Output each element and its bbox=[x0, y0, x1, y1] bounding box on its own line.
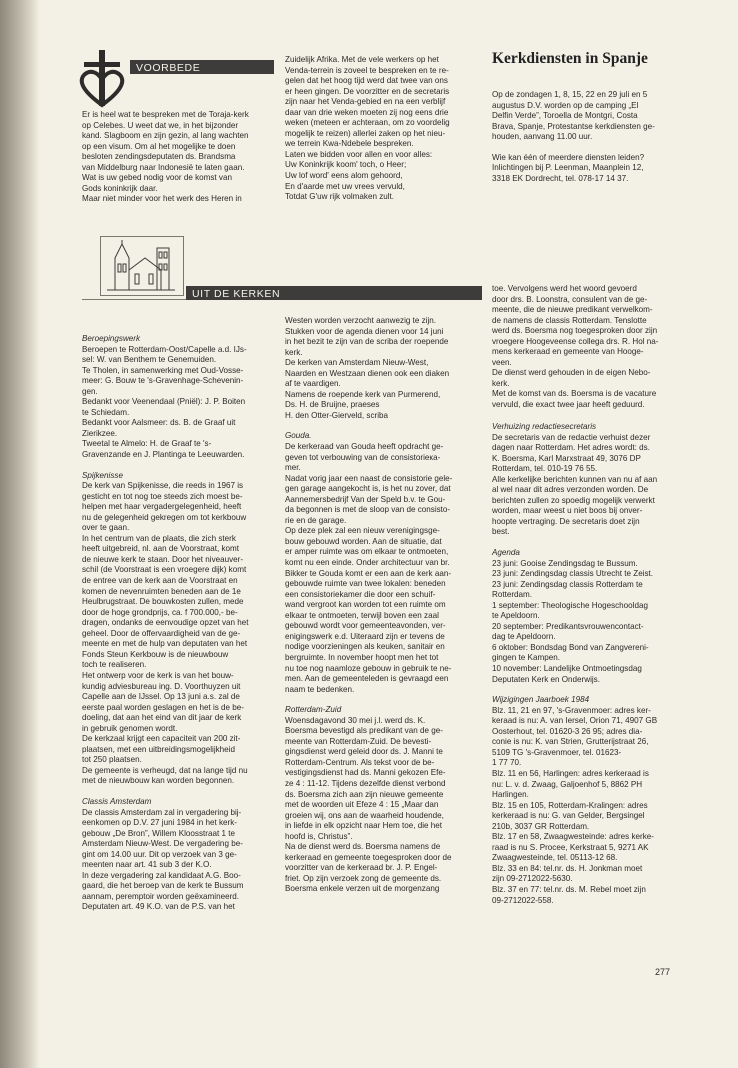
section-heading: Beroepingswerk bbox=[82, 334, 141, 343]
text-line: gaard, die het beroep van de kerk te Bussum bbox=[82, 881, 244, 891]
text-line: enigingswerk e.d. Uiteraard zijn er tevens de bbox=[285, 631, 445, 641]
text-line: zijn naar het Venda-gebied en na een verblijf bbox=[285, 97, 446, 107]
text-line: best. bbox=[492, 527, 510, 537]
text-line: mogelijk te reizen) allerlei zaken op het nieu- bbox=[285, 128, 446, 138]
uit-de-kerken-column-3-continuation bbox=[492, 284, 688, 411]
text-line: meente van Rotterdam-Zuid. De bevesti- bbox=[285, 736, 432, 746]
text-line: In het centrum van de plaats, die zich sterk bbox=[82, 533, 236, 543]
text-line: komt nu een einde. Onder architectuur van br. bbox=[285, 558, 450, 568]
text-line: helpen met haar vergadergelegenheid, heeft bbox=[82, 502, 242, 512]
text-line: De kerken van Amsterdam Nieuw-West, bbox=[285, 358, 429, 368]
text-line: Alle kerkelijke berichten kunnen van nu af aan bbox=[492, 474, 658, 484]
text-line: ds. Boersma zich aan zijn nieuwe gemeente bbox=[285, 789, 444, 799]
text-line: in gebruik genomen wordt. bbox=[82, 723, 178, 733]
text-line: Op de zondagen 1, 8, 15, 22 en 29 juli en 5 bbox=[492, 90, 648, 99]
text-line: besloten zendingsdeputaten ds. Brandsma bbox=[82, 152, 236, 162]
text-line: op een visum. Om al het mogelijke te doen bbox=[82, 141, 236, 151]
text-line: De classis Amsterdam zal in vergadering bij- bbox=[82, 807, 242, 817]
text-line: eerste paal worden geslagen en het is de be- bbox=[82, 702, 244, 712]
text-line: op Celebes. U weet dat we, in het bijzonder bbox=[82, 120, 239, 130]
text-line: Harlingen. bbox=[492, 790, 529, 800]
text-line: Maar niet minder voor het werk des Heren in bbox=[82, 194, 242, 204]
church-icon bbox=[105, 240, 177, 292]
text-line: gelen dat het hoog tijd werd dat twee van ons bbox=[285, 76, 448, 86]
text-line: nu de gelegenheid gekregen om tot kerkbouw bbox=[82, 512, 247, 522]
text-line: hoofd is, Christus”. bbox=[285, 831, 353, 841]
text-line: Wie kan één of meerdere diensten leiden? bbox=[492, 152, 645, 162]
text-line: Amsterdam Nieuw-West. De vergadering be- bbox=[82, 839, 243, 849]
text-line: K. Boersma, Karl Marxstraat 49, 3076 DP bbox=[492, 453, 641, 463]
text-line: eenkomen op D.V. 27 juni 1984 in het kerk- bbox=[82, 818, 237, 828]
text-line: Wat is uw gebed nodig voor de komst van bbox=[82, 173, 232, 183]
text-line: gingen te Kampen. bbox=[492, 653, 560, 663]
text-line: Deputaten Kerk en Onderwijs. bbox=[492, 674, 600, 684]
text-line: Inlichtingen bij P. Leenman, Maanplein 12, bbox=[492, 163, 644, 173]
voorbede-heading: VOORBEDE bbox=[136, 62, 201, 74]
text-line: kand. Slagboom en zijn gezin, al lang wachten bbox=[82, 131, 249, 141]
text-line: Bedankt voor Aalsmeer: ds. B. de Graaf uit bbox=[82, 418, 236, 428]
text-line: De secretaris van de redactie verhuist dezer bbox=[492, 432, 651, 442]
text-line: in liefde in elk opzicht naar Hem toe, die het bbox=[285, 821, 443, 831]
text-line: doeling, dat aan het eind van dit jaar de kerk bbox=[82, 713, 242, 723]
text-line: dag te Apeldoorn. bbox=[492, 632, 556, 642]
text-line: Blz. 17 en 58, Zwaagwesteinde: adres kerke- bbox=[492, 832, 654, 842]
text-line: Op deze plek zal een nieuw verenigingsge- bbox=[285, 526, 440, 536]
text-line: De dienst werd gehouden in de eigen Nebo- bbox=[492, 368, 651, 378]
text-line: geven tot verbouwing van de consistoriека- bbox=[285, 452, 441, 462]
text-line: Capelle aan de IJssel. Op 13 juni a.s. zal de bbox=[82, 692, 240, 702]
text-line: Totdat G'uw rijk volmaken zult. bbox=[285, 192, 395, 202]
text-line: de entree van de kerk aan de Voorstraat en bbox=[82, 576, 238, 586]
text-line: friet. Op zijn verzoek zong de gemeente ds. bbox=[285, 873, 442, 883]
text-line: met de nieuwbouw kan worden begonnen. bbox=[82, 776, 235, 786]
text-line: gesticht en tot nog toe steeds zich moest be- bbox=[82, 491, 243, 501]
text-line: Beroepen te Rotterdam-Oost/Capelle a.d. IJs- bbox=[82, 344, 247, 354]
text-line: De kerkzaal krijgt een capaciteit van 200 zit- bbox=[82, 734, 241, 744]
text-line: gebouw „De Bron”, Willem Kloosstraat 1 te bbox=[82, 828, 235, 838]
text-line: Gravenzande en J. Plantinga te Leeuwarden. bbox=[82, 450, 245, 460]
text-line: de nieuwe kerk te staan. Door het niveauver- bbox=[82, 554, 244, 564]
text-line: kundig adviesbureau ing. D. Voorthuyzen uit bbox=[82, 681, 241, 691]
text-line: toe. Vervolgens werd het woord gevoerd bbox=[492, 284, 637, 293]
section-heading: Spijkenisse bbox=[82, 470, 123, 480]
text-line: raad is nu S. Procee, Kerkstraat 5, 9271 AK bbox=[492, 842, 649, 852]
text-line: Brava, Spanje, Protestantse kerkdiensten ge- bbox=[492, 121, 655, 131]
text-line: weken (meteen er achteraan, om zo voordelig bbox=[285, 118, 450, 128]
section-heading: Classis Amsterdam bbox=[82, 796, 152, 806]
text-line: hoopte vertraging. De secretaris doet zijn bbox=[492, 516, 640, 526]
text-line: de namens de classis Rotterdam. Tenslotte bbox=[492, 315, 647, 325]
text-line: 20 september: Predikantsvrouwencontact- bbox=[492, 621, 644, 631]
text-line: dagen naar Rotterdam. Het adres wordt: ds. bbox=[492, 443, 650, 453]
text-line: berichten zullen zo spoedig mogelijk verwerkt bbox=[492, 495, 655, 505]
text-line: tot 250 plaatsen. bbox=[82, 755, 142, 765]
text-line: Zuidelijk Afrika. Met de vele werkers op het bbox=[285, 55, 439, 64]
text-line: sel: W. van Benthem te Genemuiden. bbox=[82, 355, 217, 365]
text-line: Stukken voor de agenda dienen voor 14 juni bbox=[285, 326, 444, 336]
text-line: augustus D.V. worden op de camping „El bbox=[492, 100, 639, 110]
text-line: ze 4 : 11-12. Tijdens dezelfde dienst verbond bbox=[285, 778, 446, 788]
text-line: mer. bbox=[285, 463, 301, 473]
text-line: Blz. 37 en 77: tel.nr. ds. M. Rebel moet zijn bbox=[492, 884, 646, 894]
text-line: Te Tholen, in samenwerking met Oud-Vosse- bbox=[82, 365, 244, 375]
text-line: Fonds Steun Kerkbouw is de nieuwbouw bbox=[82, 649, 229, 659]
text-line: De gemeente is verheugd, dat na lange tijd nu bbox=[82, 765, 248, 775]
text-line: kerk. bbox=[492, 378, 510, 388]
text-line: da begonnen is met de sloop van de consisto- bbox=[285, 505, 451, 515]
text-line: kerk. bbox=[285, 347, 303, 357]
text-line: vroegere Hoogeveense collega drs. R. Hol na- bbox=[492, 336, 659, 346]
text-line: Boersma enkele verzen uit de morgenzang bbox=[285, 884, 440, 894]
voorbede-banner bbox=[130, 60, 274, 74]
text-line: 09-2712022-558. bbox=[492, 895, 554, 905]
text-line: En d'aarde met uw vrees vervuld, bbox=[285, 181, 405, 191]
text-line: nodige voorzieningen als keuken, sanitair en bbox=[285, 642, 445, 652]
text-line: door de hoge grondprijs, ca. f 700.000,- be- bbox=[82, 607, 238, 617]
text-line: met de woorden uit Efeze 4 : 15 „Maar dan bbox=[285, 800, 439, 810]
text-line: al wel naar dit adres verzonden worden. De bbox=[492, 485, 649, 495]
cross-heart-icon bbox=[78, 50, 130, 108]
text-line: In deze vergadering zal kandidaat A.G. Boo- bbox=[82, 870, 241, 880]
text-line: naam te bedenken. bbox=[285, 684, 355, 694]
text-line: kerkeraad is nu: G. van Gelder, Bergsingel bbox=[492, 811, 645, 821]
text-line: Na de dienst werd ds. Boersma namens de bbox=[285, 842, 441, 852]
text-line: men. Aan de gemeenteleden is gevraagd een bbox=[285, 674, 449, 684]
text-line: meenten naar art. 41 sub 3 der K.O. bbox=[82, 860, 212, 870]
text-line: 10 november: Landelijke Ontmoetingsdag bbox=[492, 664, 642, 674]
text-line: Tweetal te Almelo: H. de Graaf te 's- bbox=[82, 439, 212, 449]
text-line: gint om 14.00 uur. Dit op verzoek van 3 ge- bbox=[82, 849, 237, 859]
text-line: af te vaardigen. bbox=[285, 379, 341, 389]
text-line: gen garage aangekocht is, is het nu zover, dat bbox=[285, 484, 451, 494]
text-line: Uw Koninkrijk koom' toch, o Heer; bbox=[285, 160, 407, 170]
text-line: kerkeraad en gemeente toegesproken door de bbox=[285, 852, 452, 862]
text-line: te Apeldoorn. bbox=[492, 611, 540, 621]
voorbede-column-2 bbox=[285, 55, 481, 203]
text-line: er amper ruimte was om elkaar te ontmoeten, bbox=[285, 547, 449, 557]
text-line: mens kerkeraad en gemeente van Hooge- bbox=[492, 347, 644, 357]
text-line: Ds. H. de Bruijne, praeses bbox=[285, 400, 380, 410]
text-line: Gods koninkrijk daar. bbox=[82, 183, 158, 193]
text-line: dragen, ondanks de eenvoudige opzet van het bbox=[82, 618, 249, 628]
uit-de-kerken-heading: UIT DE KERKEN bbox=[192, 288, 281, 300]
text-line: nu toe nog naamloze gebouw in gebruik te ne- bbox=[285, 663, 452, 673]
text-line: meer: G. Bouw te 's-Gravenhage-Schevenin- bbox=[82, 376, 244, 386]
text-line: werd ds. Boersma nog toegesproken door zijn bbox=[492, 326, 658, 336]
text-line: 6 oktober: Bondsdag Bond van Zangvereni- bbox=[492, 642, 649, 652]
text-line: Deputaten art. 49 K.O. van de P.S. van het bbox=[82, 902, 235, 912]
text-line: 1 september: Theologische Hogeschooldag bbox=[492, 600, 648, 610]
text-line: Nadat vorig jaar een naast de consistorie gele- bbox=[285, 473, 453, 483]
text-line: plaatsen, met een uitbreidingsmogelijkheid bbox=[82, 744, 235, 754]
text-line: gen. bbox=[82, 386, 98, 396]
text-line: Naarden en Westzaan dienen ook een diaken bbox=[285, 368, 450, 378]
text-line: 23 juni: Zendingsdag classis Rotterdam te bbox=[492, 579, 643, 589]
uit-de-kerken-column-2 bbox=[285, 316, 481, 895]
uit-de-kerken-banner bbox=[186, 286, 482, 300]
text-line: Blz. 11 en 56, Harlingen: adres kerkeraad is bbox=[492, 768, 649, 778]
text-line: meente en met de hulp van deputaten van het bbox=[82, 639, 248, 649]
text-line: Rotterdam. bbox=[492, 590, 533, 600]
text-line: 1 77 70. bbox=[492, 758, 522, 768]
section-heading: Agenda bbox=[492, 548, 520, 558]
text-line: meente, die de nieuwe predikant verwelkom- bbox=[492, 305, 653, 315]
text-line: aannam, peremptoir worden geëxamineerd. bbox=[82, 891, 240, 901]
text-line: 23 juni: Gooise Zendingsdag te Bussum. bbox=[492, 558, 638, 568]
text-line: Blz. 11, 21 en 97, 's-Gravenmoer: adres ker- bbox=[492, 705, 651, 715]
text-line: Rotterdam, tel. 010-19 76 55. bbox=[492, 464, 598, 474]
text-line: Aannemersbedrijf Van der Speld b.v. te Gou- bbox=[285, 494, 446, 504]
text-line: nu: L. v. d. Zwaag, Galjoenhof 5, 8862 PH bbox=[492, 779, 643, 789]
text-line: Met de komst van ds. Boersma is de vacature bbox=[492, 389, 657, 399]
text-line: Laten we bidden voor allen en voor alles: bbox=[285, 149, 433, 159]
text-line: te Schiedam. bbox=[82, 407, 130, 417]
text-line: Westen worden verzocht aanwezig te zijn. bbox=[285, 316, 437, 325]
text-line: er heen gingen. De voorzitter en de secretaris bbox=[285, 86, 450, 96]
text-line: Heulbrugstraat. De bouwkosten zullen, mede bbox=[82, 597, 244, 607]
text-line: over te gaan. bbox=[82, 523, 130, 533]
text-line: Woensdagavond 30 mei j.l. werd ds. K. bbox=[285, 715, 426, 725]
section-heading: Verhuizing redactiesecretaris bbox=[492, 422, 597, 431]
text-line: Rotterdam-Centrum. Als tekst voor de be- bbox=[285, 757, 435, 767]
text-line: Zwaagwesteinde, tel. 05113-12 68. bbox=[492, 853, 618, 863]
text-line: 23 juni: Zendingsdag classis Utrecht te Zeist. bbox=[492, 569, 654, 579]
text-line: vervuld, die exact twee jaar heeft geduurd. bbox=[492, 400, 645, 410]
text-line: bergruimte. In november hoopt men het tot bbox=[285, 652, 439, 662]
text-line: door drs. B. Loonstra, consulent van de ge- bbox=[492, 294, 648, 304]
text-line: Het ontwerp voor de kerk is van het bouw- bbox=[82, 670, 234, 680]
section-heading: Wijzigingen Jaarboek 1984 bbox=[492, 695, 590, 705]
text-line: Namens de roepende kerk van Purmerend, bbox=[285, 389, 441, 399]
text-line: Bikker te Gouda komt er een aan de kerk aan- bbox=[285, 568, 452, 578]
text-line: Bedankt voor Veenendaal (Pniël): J. P. Boiten bbox=[82, 397, 246, 407]
spanje-title: Kerkdiensten in Spanje bbox=[492, 50, 648, 67]
section-heading: Gouda. bbox=[285, 431, 312, 441]
text-line: gebouwde ruimte van twee lokalen: beneden bbox=[285, 579, 446, 589]
text-line: 5109 TG 's-Gravenmoer, tel. 01623- bbox=[492, 747, 622, 757]
text-line: keraad is nu: A. van Iersel, Orion 71, 4907 GB bbox=[492, 716, 658, 726]
page-number: 277 bbox=[655, 967, 671, 977]
text-line: elkaar te ontmoeten, terwijl boven een zaal bbox=[285, 610, 439, 620]
text-line: een consistoriekamer die door een schuif- bbox=[285, 589, 436, 599]
text-line: gebouwd wordt voor gemeenteavonden, ver- bbox=[285, 621, 446, 631]
text-line: groeien wij, ons aan de waarheid houdende, bbox=[285, 810, 444, 820]
text-line: worden, maar weest u niet boos bij onver- bbox=[492, 506, 643, 516]
text-line: in het bezit te zijn van de scriba der roepende bbox=[285, 337, 449, 347]
uit-de-kerken-column-3 bbox=[492, 412, 688, 906]
text-line: komen de nevenruimten beneden aan de 1e bbox=[82, 586, 241, 596]
text-line: we terrein Kwa-Ndebele bespreken. bbox=[285, 139, 414, 149]
text-line: De kerk van Spijkenisse, die reeds in 1967 is bbox=[82, 481, 244, 491]
text-line: veen. bbox=[492, 357, 512, 367]
text-line: Blz. 15 en 105, Rotterdam-Kralingen: adres bbox=[492, 800, 648, 810]
text-line: Er is heel wat te bespreken met de Toraja-kerk bbox=[82, 110, 249, 119]
text-line: vestigingsdienst had ds. Manni gekozen Efe- bbox=[285, 768, 446, 778]
text-line bbox=[492, 143, 688, 153]
voorbede-column-1 bbox=[82, 110, 278, 205]
text-line: geheel. Door de offervaardigheid van de ge- bbox=[82, 628, 241, 638]
text-line: 210b, 3037 GR Rotterdam. bbox=[492, 821, 590, 831]
text-line: Blz. 33 en 84: tel.nr. ds. H. Jonkman moet bbox=[492, 863, 643, 873]
text-line: Boersma bevestigd als predikant van de ge- bbox=[285, 726, 443, 736]
text-line: 3318 EK Dordrecht, tel. 078-17 14 37. bbox=[492, 173, 629, 183]
text-line: Oosterhout, tel. 01620-3 26 95; adres dia- bbox=[492, 726, 643, 736]
text-line: Venda-terrein is zoveel te bespreken en te re- bbox=[285, 65, 449, 75]
text-line: daar van drie weken moeten zij nog eens drie bbox=[285, 107, 449, 117]
text-line: houden, aanvang 11.00 uur. bbox=[492, 132, 593, 142]
text-line: zijn 09-2712022-5630. bbox=[492, 874, 573, 884]
text-line: Zierikzee. bbox=[82, 428, 118, 438]
text-line: bouw gebouwd worden. Aan de situatie, dat bbox=[285, 536, 442, 546]
spanje-article bbox=[492, 90, 688, 184]
text-line: van Middelburg naar Indonesië te laten gaan. bbox=[82, 162, 245, 172]
text-line: heeft uitgebreid, nl. aan de Voorstraat, komt bbox=[82, 544, 240, 554]
text-line: voorzitter van de kerkeraad br. J. P. Engel- bbox=[285, 863, 438, 873]
text-line: schil (de Voorstraat is een vroegere dijk) komt bbox=[82, 565, 247, 575]
text-line: gingsdienst werd geleid door ds. J. Manni te bbox=[285, 747, 443, 757]
text-line: conie is nu: K. van Strien, Grutterijstraat 26, bbox=[492, 737, 649, 747]
uit-de-kerken-column-1 bbox=[82, 324, 278, 913]
text-line: toch te realiseren. bbox=[82, 660, 147, 670]
text-line: De kerkeraad van Gouda heeft opdracht ge- bbox=[285, 442, 444, 452]
text-line: rie en de garage. bbox=[285, 515, 347, 525]
section-heading: Rotterdam-Zuid bbox=[285, 705, 342, 715]
section-rule-left bbox=[82, 299, 186, 300]
text-line: H. den Otter-Gierveld, scriba bbox=[285, 410, 389, 420]
text-line: Delfin Verde”, Toroella de Montgri, Costa bbox=[492, 111, 638, 121]
text-line: Uw lof word' eens alom gehoord, bbox=[285, 171, 403, 181]
text-line: wand vergroot kan worden tot een ruimte om bbox=[285, 600, 446, 610]
